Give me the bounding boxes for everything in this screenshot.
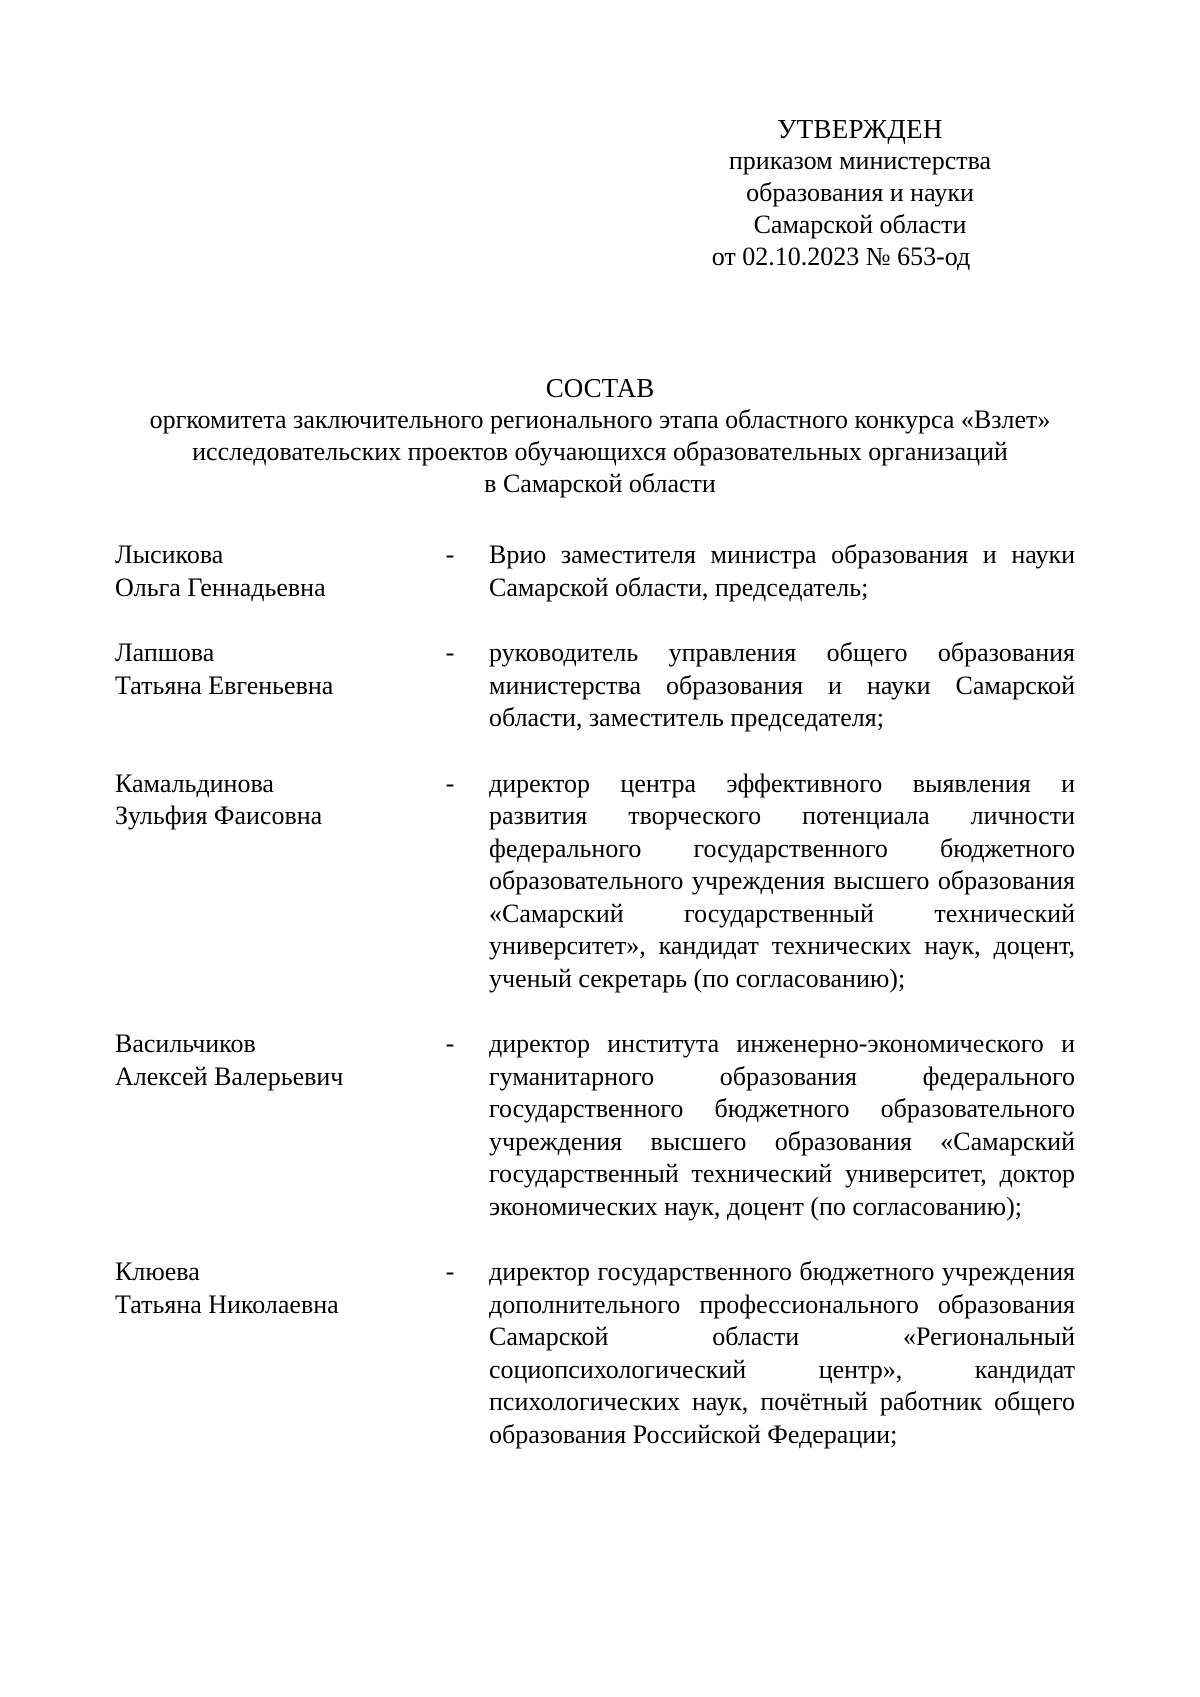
approval-title: УТВЕРЖДЕН [777, 114, 943, 144]
member-given-names: Зульфия Фаисовна [115, 801, 323, 830]
members-list [115, 539, 1075, 1484]
member-name [115, 1256, 435, 1321]
member-surname: Лапшова [115, 638, 215, 667]
approval-date: от 02.10.2023 № 653-од [711, 242, 971, 271]
member-entry [115, 768, 1075, 996]
member-role: директор института инженерно-экономического и гуманитарного образования федерального государственного бюджетного образовательного учреждения высшего образования «Самарский государственный технический университет, доктор экономических наук, доцент (по согласованию); [489, 1029, 1075, 1221]
member-role: директор государственного бюджетного учреждения дополнительного профессионального образования Самарской области «Региональный социопсихологический центр», кандидат психологических наук, почётный работник общего образования Российской Федерации; [489, 1257, 1075, 1449]
approval-line: Самарской области [753, 210, 967, 239]
document-subtitle-line: оргкомитета заключительного регионального этапа областного конкурса «Взлет» [149, 405, 1051, 434]
member-surname: Камальдинова [115, 768, 274, 798]
document-subtitle-line: исследовательских проектов обучающихся образовательных организаций [192, 437, 1008, 466]
member-given-names: Ольга Геннадьевна [115, 572, 326, 602]
member-entry [115, 637, 1075, 735]
member-given-names: Алексей Валерьевич [115, 1061, 344, 1091]
member-name [115, 637, 435, 702]
member-name [115, 539, 435, 604]
member-surname: Лысикова [115, 540, 224, 569]
member-dash: - [445, 768, 455, 798]
member-entry [115, 539, 1075, 604]
member-given-names: Татьяна Николаевна [115, 1289, 339, 1319]
member-name [115, 1028, 435, 1093]
member-role: директор центра эффективного выявления и развития творческого потенциала личности федерального государственного бюджетного образовательного учреждения высшего образования «Самарский государственный технический университет», кандидат технических наук, доцент, ученый секретарь (по согласованию); [489, 768, 1075, 993]
member-surname: Клюева [115, 1257, 200, 1286]
member-entry [115, 1028, 1075, 1223]
member-entry [115, 1256, 1075, 1451]
member-dash: - [445, 540, 455, 569]
member-role: Врио заместителя министра образования и науки Самарской области, председатель; [489, 540, 1075, 602]
document-title: СОСТАВ [545, 373, 655, 403]
approval-line: приказом министерства [728, 146, 992, 175]
member-name [115, 768, 435, 833]
member-dash: - [445, 1029, 455, 1058]
document-heading [100, 372, 1100, 500]
member-surname: Васильчиков [115, 1029, 256, 1058]
member-dash: - [445, 1257, 455, 1286]
member-role: руководитель управления общего образования министерства образования и науки Самарской области, заместитель председателя; [489, 638, 1075, 732]
member-dash: - [445, 638, 455, 667]
approval-line: образования и науки [746, 178, 974, 207]
approval-stamp [700, 113, 1020, 273]
member-given-names: Татьяна Евгеньевна [115, 670, 334, 700]
document-subtitle-line: в Самарской области [484, 469, 716, 498]
